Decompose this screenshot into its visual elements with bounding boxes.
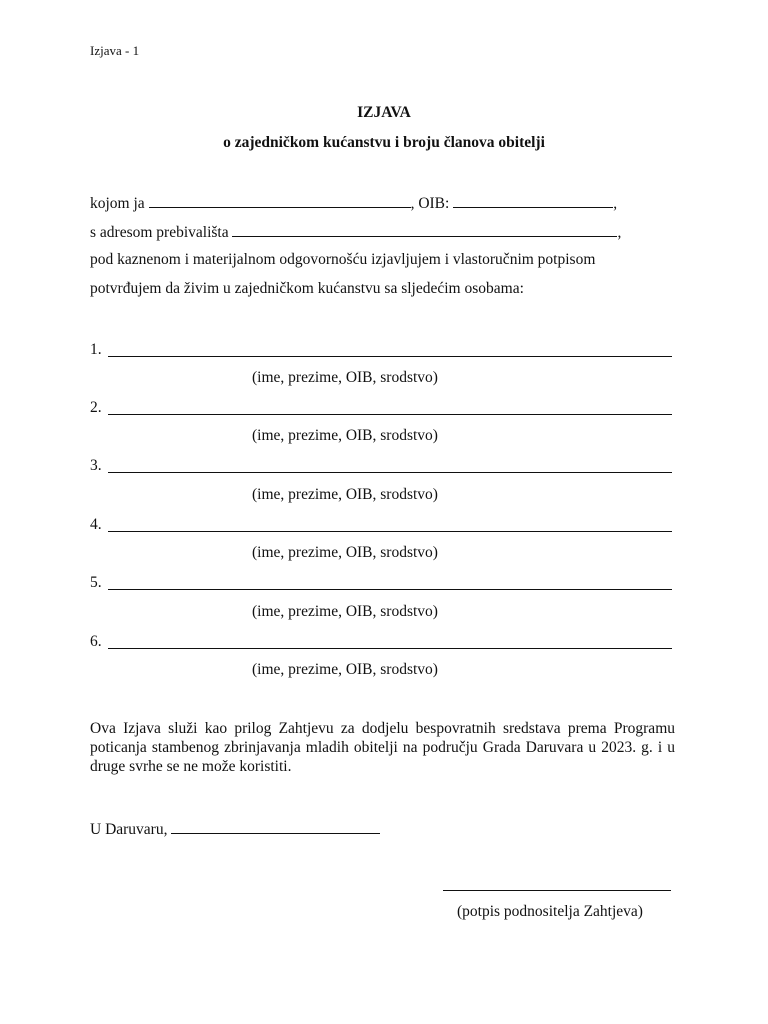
member-hint: (ime, prezime, OIB, srodstvo)	[252, 603, 438, 620]
member-hint: (ime, prezime, OIB, srodstvo)	[252, 661, 438, 678]
document-subtitle: o zajedničkom kućanstvu i broju članova obitelji	[223, 134, 545, 151]
member-number: 2.	[90, 399, 102, 416]
member-row-2	[90, 399, 672, 419]
member-row-3	[90, 457, 672, 477]
member-number: 4.	[90, 516, 102, 533]
member-number: 6.	[90, 633, 102, 650]
intro-line-2-comma: ,	[617, 224, 622, 241]
member-hint: (ime, prezime, OIB, srodstvo)	[252, 427, 438, 444]
intro-line-3: pod kaznenom i materijalnom odgovornošću izjavljujem i vlastoručnim potpisom	[90, 251, 596, 268]
address-field[interactable]	[232, 222, 617, 237]
date-field[interactable]	[171, 819, 380, 834]
place-date-line	[90, 819, 380, 839]
intro-line-4: potvrđujem da živim u zajedničkom kućanstvu sa sljedećim osobama:	[90, 280, 524, 297]
intro-address-label: s adresom prebivališta	[90, 224, 229, 241]
place-label: U Daruvaru,	[90, 821, 168, 838]
member-entry-field[interactable]	[108, 414, 672, 415]
document-title: IZJAVA	[357, 104, 411, 121]
member-number: 3.	[90, 457, 102, 474]
intro-line-2	[90, 222, 621, 242]
member-hint: (ime, prezime, OIB, srodstvo)	[252, 486, 438, 503]
signature-field[interactable]	[443, 890, 671, 891]
member-row-5	[90, 574, 672, 594]
intro-line-1-comma: ,	[613, 195, 618, 212]
intro-oib-label: , OIB:	[410, 195, 450, 212]
member-number: 5.	[90, 574, 102, 591]
intro-line-1	[90, 193, 617, 213]
member-row-1	[90, 341, 672, 361]
member-entry-field[interactable]	[108, 589, 672, 590]
member-hint: (ime, prezime, OIB, srodstvo)	[252, 369, 438, 386]
signature-caption: (potpis podnositelja Zahtjeva)	[457, 903, 643, 920]
member-row-4	[90, 516, 672, 536]
member-entry-field[interactable]	[108, 472, 672, 473]
member-number: 1.	[90, 341, 102, 358]
member-entry-field[interactable]	[108, 531, 672, 532]
oib-field[interactable]	[453, 193, 613, 208]
member-entry-field[interactable]	[108, 648, 672, 649]
member-entry-field[interactable]	[108, 356, 672, 357]
purpose-paragraph: Ova Izjava služi kao prilog Zahtjevu za dodjelu bespovratnih sredstava prema Programu poticanja stambenog zbrinjavanja mladih obitelji na području Grada Daruvara u 2023. g. i u druge svrhe se ne može koristiti.	[90, 720, 675, 775]
member-row-6	[90, 633, 672, 653]
name-field[interactable]	[149, 193, 411, 208]
member-hint: (ime, prezime, OIB, srodstvo)	[252, 544, 438, 561]
page-label: Izjava - 1	[90, 43, 140, 58]
intro-name-label: kojom ja	[90, 195, 145, 212]
